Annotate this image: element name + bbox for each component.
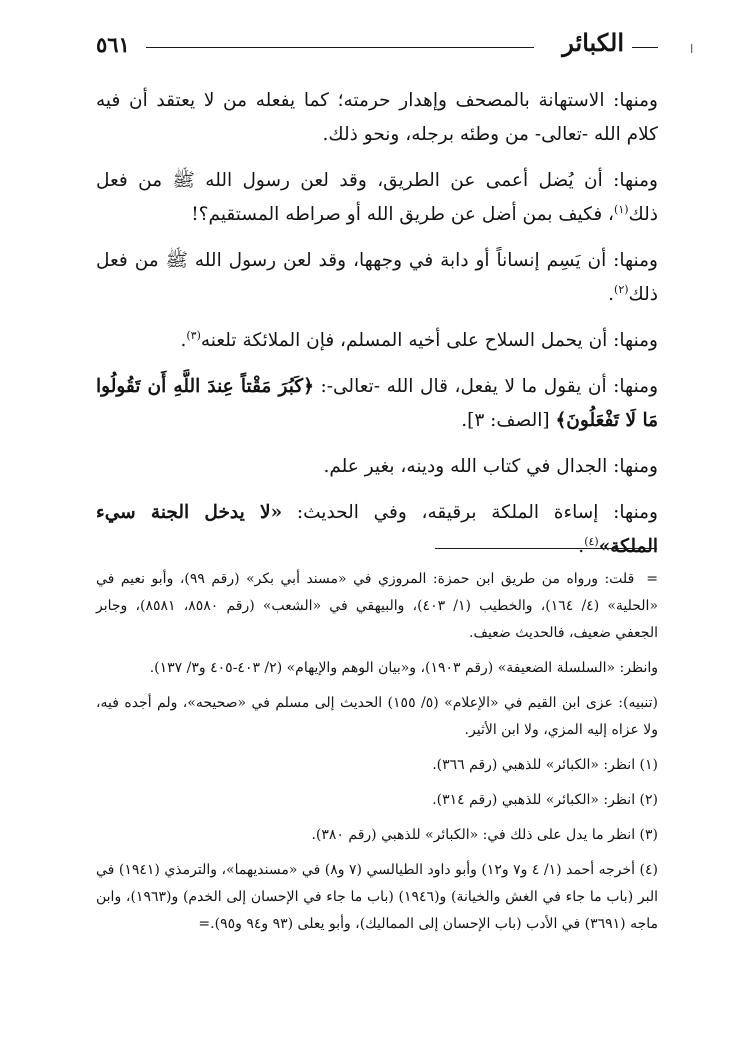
footnote-text: وانظر: «السلسلة الضعيفة» (رقم ١٩٠٣)، و«بيان الوهم والإيهام» (٢/ ٤٠٣-٤٠٥ و٣/ ١٣٧). bbox=[149, 660, 658, 676]
paragraph-text: ومنها: الاستهانة بالمصحف وإهدار حرمته؛ كما يفعله من لا يعتقد أن فيه كلام الله -تعالى- من وطئه برجله، ونحو ذلك. bbox=[96, 90, 658, 145]
paragraph-text: ومنها: أن يقول ما لا يفعل، قال الله -تعالى-: bbox=[313, 376, 659, 397]
footnote-1 bbox=[96, 752, 658, 779]
paragraph-text: ومنها: أن يحمل السلاح على أخيه المسلم، فإن الملائكة تلعنه bbox=[200, 330, 658, 351]
footnote-text: (٣) انظر ما يدل على ذلك في: «الكبائر» للذهبي (رقم ٣٨٠). bbox=[311, 827, 658, 843]
paragraph-text: . bbox=[180, 330, 187, 351]
page-number: ٥٦١ bbox=[96, 32, 130, 57]
paragraph-text: ومنها: إساءة الملكة برقيقه، وفي الحديث: bbox=[282, 502, 658, 523]
footnote-continued bbox=[96, 566, 658, 647]
footnote-see-also bbox=[96, 655, 658, 682]
margin-mark: ا bbox=[690, 42, 694, 56]
footnotes bbox=[96, 566, 658, 946]
footnote-separator bbox=[435, 548, 657, 549]
footnote-ref-1[interactable]: (١) bbox=[614, 202, 629, 216]
footnote-4 bbox=[96, 857, 658, 938]
footnote-text: (٤) أخرجه أحمد (١/ ٤ و٧ و١٢) وأبو داود الطيالسي (٧ و٨) في «مسنديهما»، والترمذي (١٩٤١) في البر (باب ما جاء في الغش والخيانة) و(١٩٤٦) (باب ما جاء في الإحسان إلى الخدم) و(١٩٦٣)، وابن ماجه (٣٦٩١) في الأدب (باب الإحسان إلى المماليك)، وأبو يعلى (٩٣ و٩٤ و٩٥).= bbox=[96, 862, 658, 932]
footnote-ref-2[interactable]: (٢) bbox=[614, 282, 629, 296]
paragraph-7 bbox=[96, 496, 658, 564]
footnote-2 bbox=[96, 787, 658, 814]
paragraph-6 bbox=[96, 450, 658, 484]
main-text bbox=[96, 84, 658, 576]
footnote-note bbox=[96, 690, 658, 744]
running-title: الكبائر bbox=[562, 28, 624, 57]
footnote-ref-3[interactable]: (٣) bbox=[186, 328, 201, 342]
footnote-ref-4[interactable]: (٤) bbox=[584, 534, 599, 548]
footnote-3 bbox=[96, 822, 658, 849]
header-rule bbox=[146, 47, 534, 48]
header-dash bbox=[632, 47, 658, 48]
paragraph-4 bbox=[96, 324, 658, 358]
paragraph-text: . bbox=[578, 536, 585, 557]
paragraph-3 bbox=[96, 244, 658, 312]
footnote-text: (٢) انظر: «الكبائر» للذهبي (رقم ٣١٤). bbox=[432, 792, 658, 808]
continuation-mark: = bbox=[646, 571, 658, 587]
paragraph-text: ، فكيف بمن أضل عن طريق الله أو صراطه المستقيم؟! bbox=[191, 204, 615, 225]
page-header bbox=[96, 26, 658, 66]
footnote-text: قلت: ورواه من طريق ابن حمزة: المروزي في «مسند أبي بكر» (رقم ٩٩)، وأبو نعيم في «الحلية» (٤/ ١٦٤)، والخطيب (١/ ٤٠٣)، والبيهقي في «الشعب» (رقم ٨٥٨٠، ٨٥٨١)، وجابر الجعفي ضعيف، فالحديث ضعيف. bbox=[96, 571, 659, 641]
paragraph-text: . bbox=[608, 284, 615, 305]
paragraph-text: ومنها: أن يَسِم إنساناً أو دابة في وجهها، وقد لعن رسول الله ﷺ من فعل ذلك bbox=[96, 250, 658, 305]
hadith-quote: «لا يدخل الجنة سيء الملكة» bbox=[96, 502, 658, 557]
footnote-text: (١) انظر: «الكبائر» للذهبي (رقم ٣٦٦). bbox=[432, 757, 658, 773]
paragraph-text: ومنها: الجدال في كتاب الله ودينه، بغير علم. bbox=[323, 456, 658, 477]
quran-verse: ﴿كَبُرَ مَقْتاً عِندَ اللَّهِ أَن تَقُولُوا مَا لَا تَفْعَلُونَ﴾ bbox=[96, 376, 658, 431]
paragraph-text: [الصف: ٣]. bbox=[461, 410, 556, 431]
paragraph-5 bbox=[96, 370, 658, 438]
paragraph-1 bbox=[96, 84, 658, 152]
paragraph-text: ومنها: أن يُضل أعمى عن الطريق، وقد لعن رسول الله ﷺ من فعل ذلك bbox=[96, 170, 658, 225]
paragraph-2 bbox=[96, 164, 658, 232]
footnote-text: (تنبيه): عزى ابن القيم في «الإعلام» (٥/ ١٥٥) الحديث إلى مسلم في «صحيحه»، ولم أجده فيه، ولا عزاه إليه المزي، ولا ابن الأثير. bbox=[96, 695, 659, 738]
